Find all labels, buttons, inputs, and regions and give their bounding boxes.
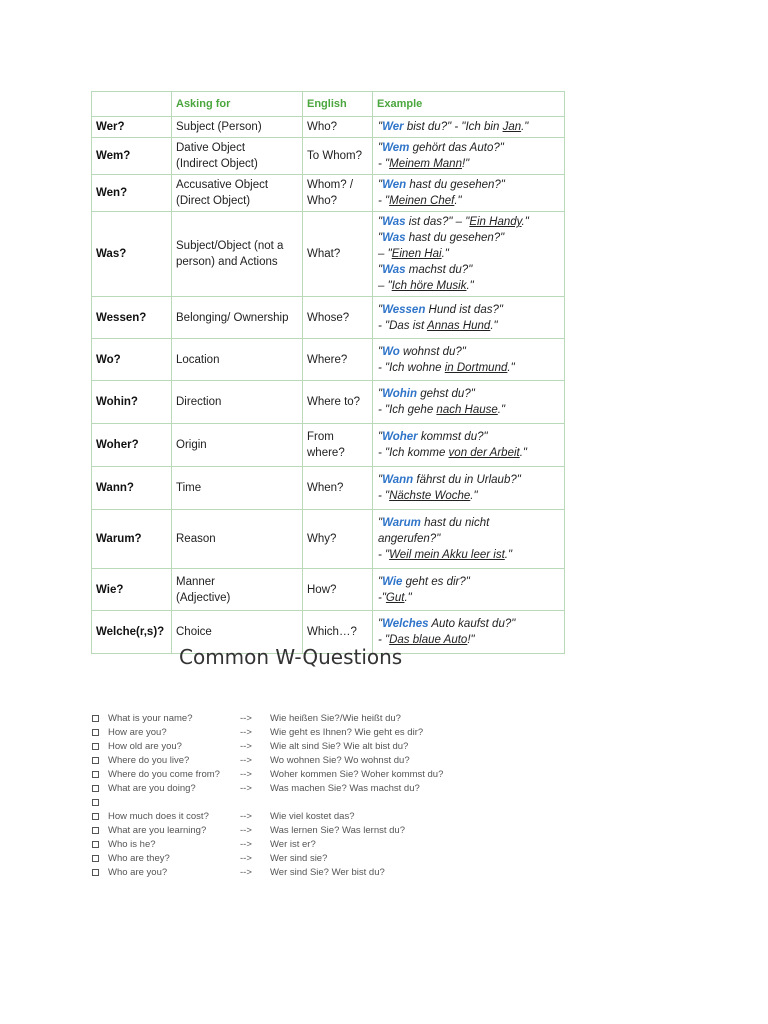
english-question: Who are they? bbox=[108, 853, 170, 864]
english-line: Whose? bbox=[307, 311, 350, 324]
example-question-word: Warum bbox=[382, 517, 421, 529]
example-text: - " bbox=[378, 490, 390, 502]
table-row bbox=[92, 138, 565, 175]
example-question-word: Wie bbox=[382, 575, 403, 588]
asking-for-cell bbox=[172, 212, 303, 297]
german-question: Was machen Sie? Was machst du? bbox=[270, 783, 420, 794]
english-cell bbox=[303, 467, 373, 510]
example-text: - "Ich gehe bbox=[378, 404, 437, 416]
header-example: Example bbox=[373, 92, 565, 117]
example-cell bbox=[373, 424, 565, 467]
table-row bbox=[92, 569, 565, 611]
example-answer: Gut bbox=[385, 591, 405, 604]
arrow: --> bbox=[240, 783, 252, 794]
example-line bbox=[378, 632, 560, 648]
example-line bbox=[378, 574, 560, 590]
example-answer: Das blaue Auto bbox=[389, 634, 468, 646]
example-text: ." bbox=[470, 490, 478, 502]
checkbox-bullet-icon bbox=[92, 841, 99, 848]
example-text: " bbox=[378, 474, 383, 486]
table-row bbox=[92, 117, 565, 138]
example-question-word: Wen bbox=[382, 179, 407, 191]
english-question: Who are you? bbox=[108, 867, 168, 878]
english-line: where? bbox=[307, 447, 345, 459]
asking-for-cell bbox=[172, 467, 303, 510]
asking-for-line: Choice bbox=[176, 626, 212, 638]
example-line bbox=[378, 531, 560, 547]
example-answer: Annas Hund bbox=[427, 319, 491, 332]
english-line: When? bbox=[307, 482, 344, 494]
example-text: – " bbox=[378, 248, 392, 260]
english-cell bbox=[303, 175, 373, 212]
example-line bbox=[378, 302, 560, 318]
english-line: To Whom? bbox=[307, 150, 362, 162]
table-row bbox=[92, 381, 565, 424]
table-body bbox=[92, 117, 565, 654]
arrow: --> bbox=[240, 769, 252, 780]
asking-for-line: (Direct Object) bbox=[176, 195, 251, 207]
english-line: Whom? / bbox=[307, 179, 354, 191]
example-line bbox=[378, 214, 560, 230]
german-question: Wo wohnen Sie? Wo wohnst du? bbox=[270, 755, 410, 766]
example-text: ." bbox=[441, 248, 449, 260]
asking-for-cell bbox=[172, 117, 303, 138]
arrow: --> bbox=[240, 867, 252, 878]
example-line bbox=[378, 177, 560, 193]
table-row bbox=[92, 297, 565, 339]
english-cell bbox=[303, 569, 373, 611]
asking-for-line: Accusative Object bbox=[176, 179, 269, 191]
asking-for-line: (Indirect Object) bbox=[176, 158, 258, 170]
example-text: - " bbox=[378, 195, 390, 207]
example-text: ." bbox=[490, 319, 498, 332]
example-answer: Nächste Woche bbox=[389, 490, 471, 502]
example-text: ." bbox=[521, 121, 529, 133]
checkbox-bullet-icon bbox=[92, 813, 99, 820]
english-cell bbox=[303, 138, 373, 175]
english-line: How? bbox=[307, 583, 337, 596]
question-word: Wer? bbox=[92, 117, 172, 138]
asking-for-line: Direction bbox=[176, 396, 222, 408]
example-answer: von der Arbeit bbox=[448, 447, 520, 459]
asking-for-line: Manner bbox=[176, 575, 215, 588]
example-text: " bbox=[378, 232, 383, 244]
example-text: ." bbox=[504, 549, 513, 561]
question-word: Wo? bbox=[92, 339, 172, 381]
english-cell bbox=[303, 381, 373, 424]
checkbox-bullet-icon bbox=[92, 785, 99, 792]
example-text: gehst du?" bbox=[417, 388, 475, 400]
example-text: - "Ich komme bbox=[378, 447, 449, 459]
example-line bbox=[378, 590, 560, 606]
question-word: Wie? bbox=[92, 569, 172, 611]
english-question: What are you learning? bbox=[108, 825, 207, 836]
example-text: wohnst du?" bbox=[399, 345, 466, 358]
arrow: --> bbox=[240, 811, 252, 822]
asking-for-cell bbox=[172, 175, 303, 212]
german-question: Wie geht es Ihnen? Wie geht es dir? bbox=[270, 727, 424, 738]
question-word: Woher? bbox=[92, 424, 172, 467]
example-text: kommst du?" bbox=[417, 431, 488, 443]
example-question-word: Woher bbox=[382, 431, 418, 443]
table-header-row bbox=[92, 92, 565, 117]
question-word: Wessen? bbox=[92, 297, 172, 339]
english-question: Where do you live? bbox=[108, 755, 190, 766]
example-text: ." bbox=[521, 216, 529, 228]
asking-for-line: Location bbox=[176, 353, 220, 366]
example-text: ." bbox=[404, 591, 412, 604]
example-answer: Weil mein Akku leer ist bbox=[389, 549, 505, 561]
english-question: How much does it cost? bbox=[108, 811, 209, 822]
english-line: Which…? bbox=[307, 626, 357, 638]
example-line bbox=[378, 547, 560, 563]
example-question-word: Wer bbox=[382, 121, 404, 133]
english-question: Who is he? bbox=[108, 839, 156, 850]
arrow: --> bbox=[240, 853, 252, 864]
example-line bbox=[378, 488, 560, 504]
example-text: -" bbox=[378, 591, 386, 604]
example-cell bbox=[373, 381, 565, 424]
table-row bbox=[92, 424, 565, 467]
example-cell bbox=[373, 297, 565, 339]
english-question: Where do you come from? bbox=[108, 769, 220, 780]
arrow: --> bbox=[240, 713, 252, 724]
example-question-word: Wann bbox=[382, 474, 414, 486]
example-text: geht es dir?" bbox=[402, 575, 470, 588]
checkbox-bullet-icon bbox=[92, 827, 99, 834]
example-text: " bbox=[378, 216, 383, 228]
asking-for-line: Subject (Person) bbox=[176, 121, 262, 133]
example-text: bist du?" - "Ich bin bbox=[403, 121, 503, 133]
example-text: " bbox=[378, 121, 383, 133]
example-line bbox=[378, 278, 560, 294]
example-answer: Einen Hai bbox=[391, 248, 442, 260]
checkbox-bullet-icon bbox=[92, 799, 99, 806]
example-line bbox=[378, 262, 560, 278]
english-question: How old are you? bbox=[108, 741, 182, 752]
english-line: Where? bbox=[307, 353, 348, 366]
arrow: --> bbox=[240, 839, 252, 850]
example-question-word: Wo bbox=[382, 345, 400, 358]
english-line: From bbox=[307, 431, 334, 443]
checkbox-bullet-icon bbox=[92, 771, 99, 778]
english-question: How are you? bbox=[108, 727, 167, 738]
example-answer: Meinen Chef bbox=[389, 195, 455, 207]
example-text: Hund ist das?" bbox=[425, 303, 503, 316]
arrow: --> bbox=[240, 755, 252, 766]
asking-for-line: Origin bbox=[176, 439, 207, 451]
table-row bbox=[92, 467, 565, 510]
example-text: ." bbox=[454, 195, 462, 207]
english-line: What? bbox=[307, 248, 341, 260]
example-line bbox=[378, 318, 560, 334]
question-word: Wen? bbox=[92, 175, 172, 212]
example-text: ." bbox=[466, 280, 474, 292]
asking-for-cell bbox=[172, 510, 303, 569]
checkbox-bullet-icon bbox=[92, 729, 99, 736]
example-question-word: Wohin bbox=[382, 388, 418, 400]
example-text: - " bbox=[378, 158, 390, 170]
example-text: " bbox=[378, 431, 383, 443]
example-text: - " bbox=[378, 549, 390, 561]
example-question-word: Was bbox=[382, 264, 406, 276]
header-blank bbox=[92, 92, 172, 117]
asking-for-cell bbox=[172, 138, 303, 175]
example-line bbox=[378, 472, 560, 488]
question-word: Was? bbox=[92, 212, 172, 297]
example-text: - " bbox=[378, 634, 390, 646]
german-question: Wie heißen Sie?/Wie heißt du? bbox=[270, 713, 401, 724]
english-cell bbox=[303, 424, 373, 467]
german-question: Wie alt sind Sie? Wie alt bist du? bbox=[270, 741, 409, 752]
example-text: " bbox=[378, 388, 383, 400]
asking-for-line: Reason bbox=[176, 533, 216, 545]
example-answer: Jan bbox=[502, 121, 522, 133]
table-row bbox=[92, 212, 565, 297]
example-text: machst du?" bbox=[405, 264, 473, 276]
example-cell bbox=[373, 138, 565, 175]
asking-for-cell bbox=[172, 424, 303, 467]
example-question-word: Was bbox=[382, 216, 406, 228]
checkbox-bullet-icon bbox=[92, 743, 99, 750]
example-line bbox=[378, 429, 560, 445]
checkbox-bullet-icon bbox=[92, 715, 99, 722]
checkbox-bullet-icon bbox=[92, 757, 99, 764]
example-cell bbox=[373, 467, 565, 510]
example-answer: Meinem Mann bbox=[389, 158, 462, 170]
example-text: fährst du in Urlaub?" bbox=[413, 474, 521, 486]
example-line bbox=[378, 140, 560, 156]
asking-for-cell bbox=[172, 569, 303, 611]
example-answer: Ich höre Musik bbox=[391, 280, 467, 292]
example-cell bbox=[373, 510, 565, 569]
asking-for-line: Time bbox=[176, 482, 202, 494]
example-text: – " bbox=[378, 280, 392, 292]
example-text: hast du nicht bbox=[420, 517, 490, 529]
example-text: ." bbox=[519, 447, 527, 459]
german-question: Woher kommen Sie? Woher kommst du? bbox=[270, 769, 444, 780]
example-cell bbox=[373, 212, 565, 297]
english-line: Why? bbox=[307, 533, 337, 545]
example-text: hast du gesehen?" bbox=[406, 179, 505, 191]
question-word: Welche(r,s)? bbox=[92, 611, 172, 654]
german-question: Wer ist er? bbox=[270, 839, 316, 850]
asking-for-line: Subject/Object (not a bbox=[176, 240, 284, 252]
example-cell bbox=[373, 175, 565, 212]
example-line bbox=[378, 246, 560, 262]
example-text: " bbox=[378, 345, 383, 358]
example-text: ." bbox=[507, 361, 515, 374]
example-question-word: Wessen bbox=[382, 303, 426, 316]
question-word: Warum? bbox=[92, 510, 172, 569]
arrow: --> bbox=[240, 741, 252, 752]
english-line: Where to? bbox=[307, 396, 361, 408]
english-question: What is your name? bbox=[108, 713, 193, 724]
english-cell bbox=[303, 117, 373, 138]
example-text: - "Das ist bbox=[378, 319, 428, 332]
asking-for-line: person) and Actions bbox=[176, 256, 278, 268]
example-line bbox=[378, 515, 560, 531]
english-cell bbox=[303, 212, 373, 297]
example-text: " bbox=[378, 179, 383, 191]
question-word: Wem? bbox=[92, 138, 172, 175]
example-line bbox=[378, 156, 560, 172]
german-question: Was lernen Sie? Was lernst du? bbox=[270, 825, 405, 836]
w-questions-table bbox=[91, 91, 565, 654]
asking-for-line: (Adjective) bbox=[176, 591, 231, 604]
arrow: --> bbox=[240, 727, 252, 738]
question-word: Wohin? bbox=[92, 381, 172, 424]
example-text: ." bbox=[497, 404, 506, 416]
example-text: " bbox=[378, 142, 383, 154]
example-text: ist das?" – " bbox=[405, 216, 470, 228]
example-line bbox=[378, 193, 560, 209]
english-cell bbox=[303, 339, 373, 381]
example-line bbox=[378, 386, 560, 402]
header-english: English bbox=[303, 92, 373, 117]
example-question-word: Wem bbox=[382, 142, 410, 154]
example-question-word: Was bbox=[382, 232, 406, 244]
example-line bbox=[378, 360, 560, 376]
example-line bbox=[378, 230, 560, 246]
asking-for-line: Belonging/ Ownership bbox=[176, 311, 289, 324]
example-text: hast du gesehen?" bbox=[405, 232, 505, 244]
example-line bbox=[378, 402, 560, 418]
checkbox-bullet-icon bbox=[92, 869, 99, 876]
table-row bbox=[92, 339, 565, 381]
english-question: What are you doing? bbox=[108, 783, 196, 794]
example-answer: in Dortmund bbox=[444, 361, 508, 374]
german-question: Wer sind Sie? Wer bist du? bbox=[270, 867, 385, 878]
example-text: " bbox=[378, 517, 383, 529]
arrow: --> bbox=[240, 825, 252, 836]
english-cell bbox=[303, 510, 373, 569]
german-question: Wer sind sie? bbox=[270, 853, 328, 864]
table-row bbox=[92, 175, 565, 212]
example-text: Auto kaufst du?" bbox=[428, 618, 516, 630]
example-cell bbox=[373, 569, 565, 611]
example-answer: Ein Handy bbox=[469, 216, 522, 228]
example-text: gehört das Auto?" bbox=[409, 142, 504, 154]
header-asking-for: Asking for bbox=[172, 92, 303, 117]
example-answer: nach Hause bbox=[436, 404, 498, 416]
table-row bbox=[92, 510, 565, 569]
example-text: !" bbox=[467, 634, 475, 646]
english-line: Who? bbox=[307, 121, 338, 133]
example-line bbox=[378, 119, 560, 135]
example-text: - "Ich wohne bbox=[378, 361, 445, 374]
german-question: Wie viel kostet das? bbox=[270, 811, 355, 822]
english-cell bbox=[303, 297, 373, 339]
example-question-word: Welches bbox=[382, 618, 429, 630]
example-text: " bbox=[378, 618, 383, 630]
example-line bbox=[378, 445, 560, 461]
example-text: " bbox=[378, 303, 383, 316]
example-cell bbox=[373, 117, 565, 138]
checkbox-bullet-icon bbox=[92, 855, 99, 862]
example-text: " bbox=[378, 264, 383, 276]
example-cell bbox=[373, 339, 565, 381]
english-line: Who? bbox=[307, 195, 338, 207]
example-text: angerufen?" bbox=[378, 533, 441, 545]
question-word: Wann? bbox=[92, 467, 172, 510]
asking-for-cell bbox=[172, 297, 303, 339]
page-heading: Common W-Questions bbox=[179, 645, 403, 669]
asking-for-cell bbox=[172, 381, 303, 424]
asking-for-cell bbox=[172, 339, 303, 381]
asking-for-line: Dative Object bbox=[176, 142, 246, 154]
example-text: !" bbox=[461, 158, 470, 170]
example-line bbox=[378, 616, 560, 632]
example-text: " bbox=[378, 575, 383, 588]
example-line bbox=[378, 344, 560, 360]
